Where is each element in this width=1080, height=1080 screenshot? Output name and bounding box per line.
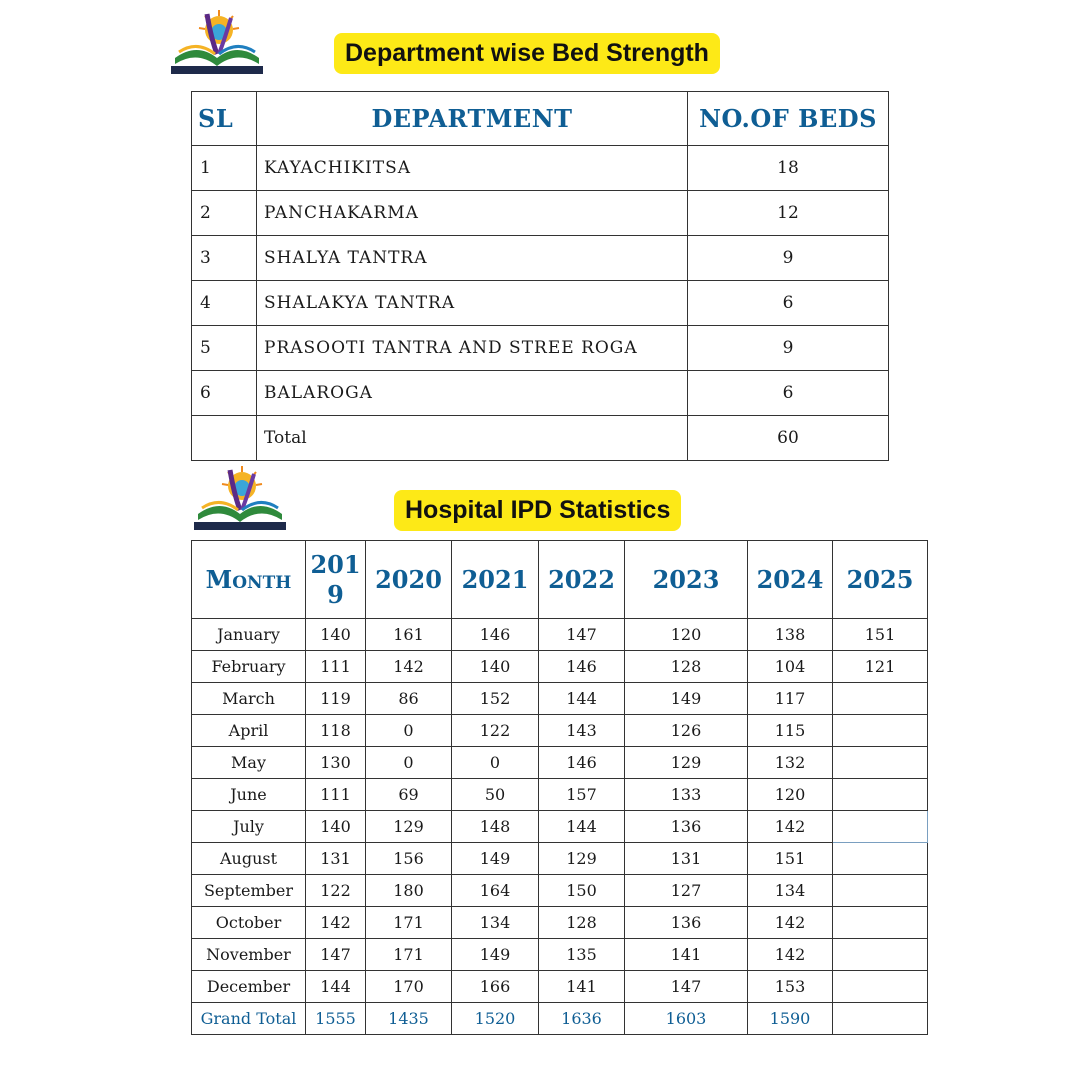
value-cell: 1636	[539, 1003, 625, 1035]
beds-cell: 9	[688, 236, 889, 281]
value-cell	[833, 939, 928, 971]
value-cell: 142	[366, 651, 452, 683]
header-month: Month	[192, 541, 306, 619]
value-cell: 126	[625, 715, 748, 747]
header-sl: SL	[192, 92, 257, 146]
value-cell	[833, 811, 928, 843]
value-cell: 69	[366, 779, 452, 811]
value-cell: 111	[306, 779, 366, 811]
value-cell	[833, 843, 928, 875]
value-cell: 130	[306, 747, 366, 779]
value-cell: 146	[539, 651, 625, 683]
value-cell: 151	[833, 619, 928, 651]
sl-cell: 5	[192, 326, 257, 371]
total-row	[192, 416, 889, 461]
value-cell: 117	[748, 683, 833, 715]
value-cell: 122	[306, 875, 366, 907]
value-cell: 0	[366, 715, 452, 747]
value-cell: 135	[539, 939, 625, 971]
value-cell: 136	[625, 811, 748, 843]
month-cell: July	[192, 811, 306, 843]
value-cell	[833, 715, 928, 747]
value-cell: 146	[452, 619, 539, 651]
value-cell: 142	[306, 907, 366, 939]
header-year-2023: 2023	[625, 541, 748, 619]
value-cell	[833, 907, 928, 939]
value-cell: 129	[366, 811, 452, 843]
value-cell: 147	[625, 971, 748, 1003]
header-department: DEPARTMENT	[257, 92, 688, 146]
table-row	[192, 236, 889, 281]
value-cell: 164	[452, 875, 539, 907]
table-row	[192, 281, 889, 326]
value-cell: 127	[625, 875, 748, 907]
month-cell: September	[192, 875, 306, 907]
table-row	[192, 715, 928, 747]
total-label: Total	[257, 416, 688, 461]
month-cell: January	[192, 619, 306, 651]
value-cell: 140	[306, 619, 366, 651]
value-cell: 111	[306, 651, 366, 683]
department-cell: BALAROGA	[257, 371, 688, 416]
value-cell: 131	[306, 843, 366, 875]
header-year-2025: 2025	[833, 541, 928, 619]
ipd-body	[192, 619, 928, 1035]
table-row	[192, 146, 889, 191]
table-row	[192, 779, 928, 811]
value-cell: 133	[625, 779, 748, 811]
table-row	[192, 619, 928, 651]
value-cell: 1590	[748, 1003, 833, 1035]
value-cell: 122	[452, 715, 539, 747]
header-year-2024: 2024	[748, 541, 833, 619]
value-cell: 153	[748, 971, 833, 1003]
value-cell: 148	[452, 811, 539, 843]
month-cell: February	[192, 651, 306, 683]
value-cell: 144	[539, 811, 625, 843]
value-cell: 171	[366, 907, 452, 939]
value-cell	[833, 747, 928, 779]
table-row	[192, 907, 928, 939]
value-cell: 128	[539, 907, 625, 939]
value-cell	[833, 1003, 928, 1035]
value-cell: 171	[366, 939, 452, 971]
month-cell: June	[192, 779, 306, 811]
sl-cell: 4	[192, 281, 257, 326]
month-cell: April	[192, 715, 306, 747]
value-cell: 141	[625, 939, 748, 971]
value-cell: 131	[625, 843, 748, 875]
header-year-2020: 2020	[366, 541, 452, 619]
value-cell: 132	[748, 747, 833, 779]
table-row	[192, 875, 928, 907]
value-cell	[833, 875, 928, 907]
value-cell: 142	[748, 811, 833, 843]
bed-strength-table	[191, 91, 889, 461]
value-cell: 180	[366, 875, 452, 907]
value-cell: 104	[748, 651, 833, 683]
table-row	[192, 683, 928, 715]
value-cell: 170	[366, 971, 452, 1003]
table-row	[192, 971, 928, 1003]
ipd-statistics-table	[191, 540, 928, 1035]
department-cell: PANCHAKARMA	[257, 191, 688, 236]
value-cell	[833, 779, 928, 811]
department-cell: PRASOOTI TANTRA AND STREE ROGA	[257, 326, 688, 371]
header-2019-line1: 201	[310, 549, 361, 579]
value-cell: 142	[748, 907, 833, 939]
value-cell: 152	[452, 683, 539, 715]
value-cell	[833, 683, 928, 715]
value-cell: 115	[748, 715, 833, 747]
value-cell: 1555	[306, 1003, 366, 1035]
table-header-row	[192, 541, 928, 619]
value-cell: 140	[306, 811, 366, 843]
table-row	[192, 939, 928, 971]
value-cell	[833, 971, 928, 1003]
value-cell: 141	[539, 971, 625, 1003]
total-beds: 60	[688, 416, 889, 461]
table-row	[192, 371, 889, 416]
month-cell: August	[192, 843, 306, 875]
value-cell: 134	[748, 875, 833, 907]
value-cell: 119	[306, 683, 366, 715]
beds-cell: 12	[688, 191, 889, 236]
value-cell: 157	[539, 779, 625, 811]
value-cell: 149	[625, 683, 748, 715]
month-cell: November	[192, 939, 306, 971]
value-cell: 142	[748, 939, 833, 971]
value-cell: 128	[625, 651, 748, 683]
month-cell: May	[192, 747, 306, 779]
college-logo-icon	[167, 8, 267, 78]
header-year-2021: 2021	[452, 541, 539, 619]
value-cell: 149	[452, 939, 539, 971]
value-cell: 129	[539, 843, 625, 875]
header-year-2022: 2022	[539, 541, 625, 619]
value-cell: 166	[452, 971, 539, 1003]
header-year-2019	[306, 541, 366, 619]
department-cell: KAYACHIKITSA	[257, 146, 688, 191]
sl-cell: 6	[192, 371, 257, 416]
ipd-statistics-title: Hospital IPD Statistics	[394, 490, 681, 531]
value-cell: 134	[452, 907, 539, 939]
beds-cell: 18	[688, 146, 889, 191]
value-cell: 140	[452, 651, 539, 683]
value-cell: 129	[625, 747, 748, 779]
value-cell: 147	[539, 619, 625, 651]
value-cell: 143	[539, 715, 625, 747]
department-cell: SHALAKYA TANTRA	[257, 281, 688, 326]
header-2019-line2: 9	[327, 579, 344, 609]
table-row	[192, 843, 928, 875]
value-cell: 120	[748, 779, 833, 811]
value-cell: 147	[306, 939, 366, 971]
value-cell: 156	[366, 843, 452, 875]
beds-cell: 6	[688, 281, 889, 326]
month-cell: October	[192, 907, 306, 939]
header-beds: NO.OF BEDS	[688, 92, 889, 146]
table-row	[192, 811, 928, 843]
sl-cell: 2	[192, 191, 257, 236]
value-cell: 120	[625, 619, 748, 651]
sl-cell: 3	[192, 236, 257, 281]
table-row	[192, 326, 889, 371]
grand-total-label: Grand Total	[192, 1003, 306, 1035]
value-cell: 118	[306, 715, 366, 747]
sl-cell: 1	[192, 146, 257, 191]
value-cell: 144	[306, 971, 366, 1003]
value-cell: 0	[366, 747, 452, 779]
month-cell: March	[192, 683, 306, 715]
table-row	[192, 747, 928, 779]
bed-strength-title: Department wise Bed Strength	[334, 33, 720, 74]
value-cell: 144	[539, 683, 625, 715]
value-cell: 1435	[366, 1003, 452, 1035]
value-cell: 151	[748, 843, 833, 875]
value-cell: 1520	[452, 1003, 539, 1035]
college-logo-icon	[190, 464, 290, 534]
value-cell: 138	[748, 619, 833, 651]
value-cell: 146	[539, 747, 625, 779]
table-row	[192, 651, 928, 683]
beds-cell: 6	[688, 371, 889, 416]
value-cell: 1603	[625, 1003, 748, 1035]
value-cell: 50	[452, 779, 539, 811]
value-cell: 136	[625, 907, 748, 939]
value-cell: 161	[366, 619, 452, 651]
total-row	[192, 1003, 928, 1035]
value-cell: 150	[539, 875, 625, 907]
value-cell: 86	[366, 683, 452, 715]
department-cell: SHALYA TANTRA	[257, 236, 688, 281]
sl-cell	[192, 416, 257, 461]
table-header-row	[192, 92, 889, 146]
value-cell: 149	[452, 843, 539, 875]
table-row	[192, 191, 889, 236]
month-cell: December	[192, 971, 306, 1003]
value-cell: 0	[452, 747, 539, 779]
beds-cell: 9	[688, 326, 889, 371]
value-cell: 121	[833, 651, 928, 683]
